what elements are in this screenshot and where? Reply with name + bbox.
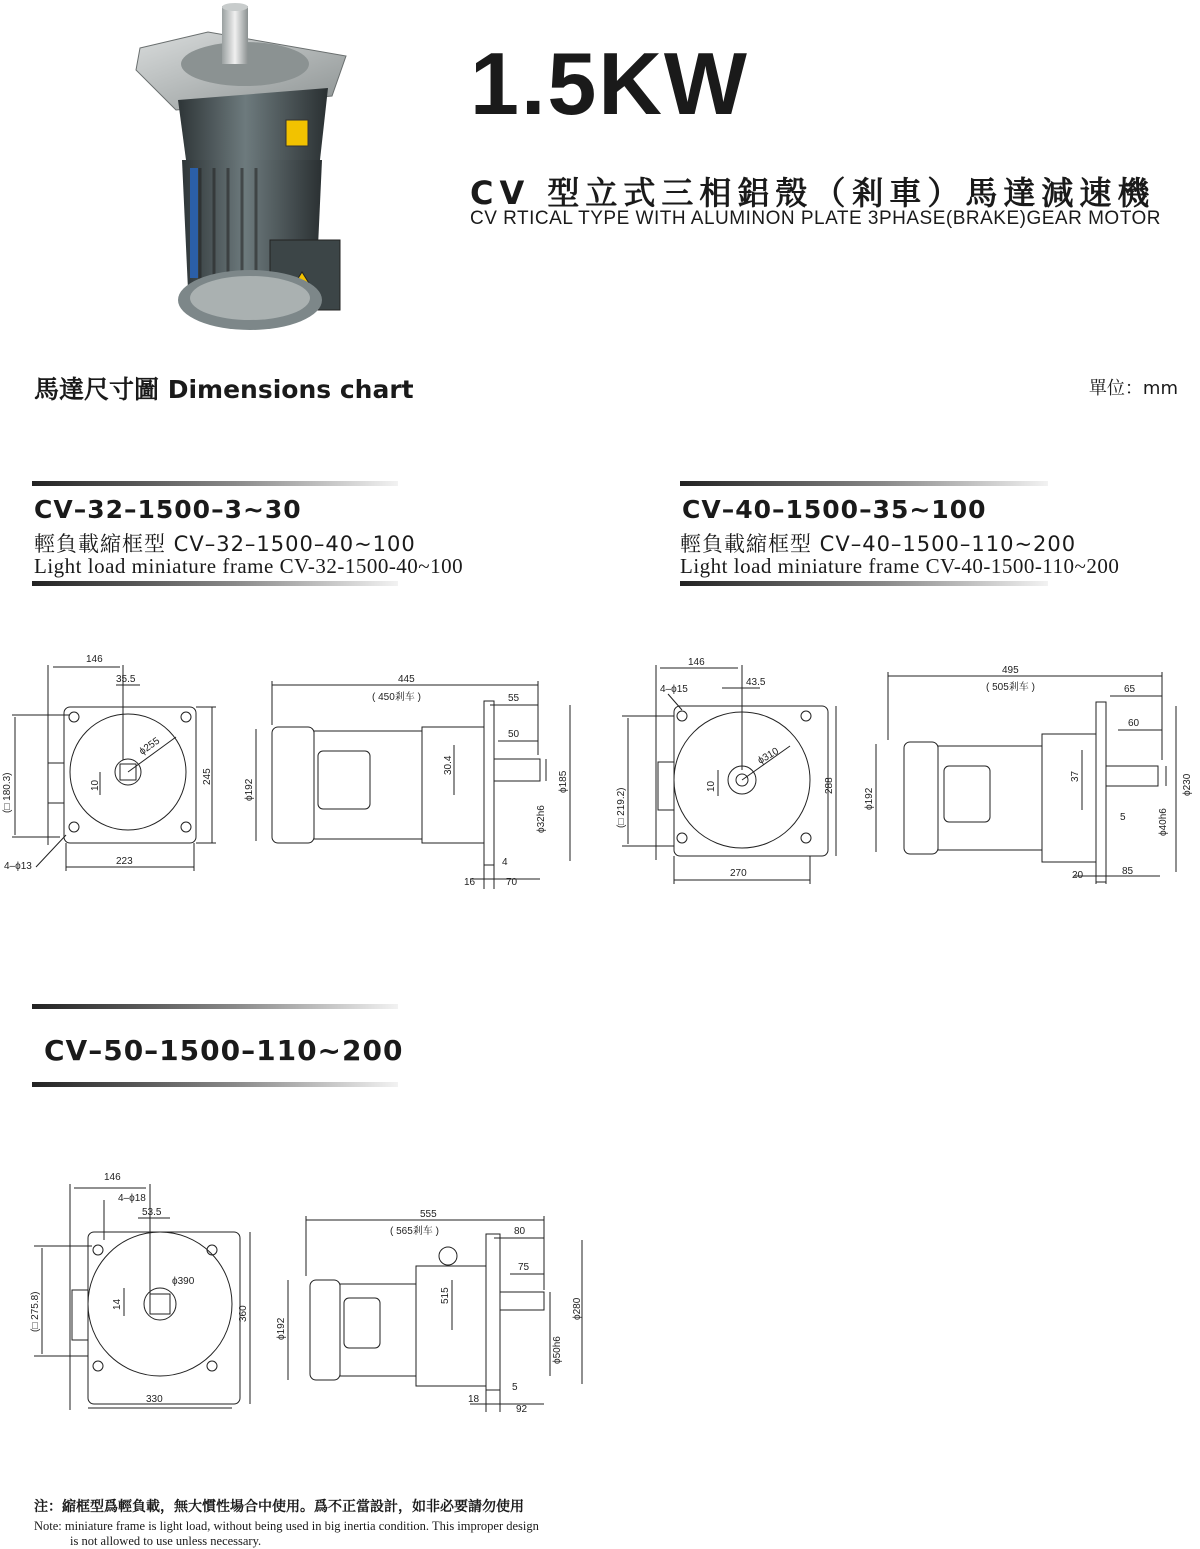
dim-label: ϕ255 <box>137 735 162 758</box>
side-view-drawing <box>270 1200 610 1420</box>
dim-label: 555 <box>420 1209 437 1220</box>
dim-label: (□ 275.8) <box>30 1291 41 1332</box>
dim-label: 18 <box>468 1394 480 1405</box>
dim-label: 60 <box>1128 718 1140 729</box>
heading-rule <box>680 581 1048 586</box>
dim-label: ϕ310 <box>756 745 781 767</box>
dim-label: ϕ280 <box>572 1297 583 1320</box>
dim-label: 65 <box>1124 684 1136 695</box>
dim-label: 223 <box>116 856 133 867</box>
dim-label: 16 <box>464 877 476 888</box>
heading-rule <box>32 1004 398 1009</box>
dim-label: 55 <box>508 693 520 704</box>
note-zh: 注：縮框型爲輕負載，無大慣性場合中使用。爲不正當設計，如非必要請勿使用 <box>34 1499 524 1515</box>
dim-label: 495 <box>1002 665 1019 676</box>
dim-label: ϕ192 <box>244 778 255 801</box>
dim-label: ϕ50h6 <box>552 1336 563 1364</box>
brake-length-label: ( 565剎车 ) <box>390 1226 439 1237</box>
heading-rule <box>32 481 398 486</box>
dim-label: 245 <box>202 768 213 785</box>
dim-label: 10 <box>90 779 101 791</box>
side-view-drawing <box>860 660 1200 890</box>
model-variant-en: Light load miniature frame CV-32-1500-40~100 <box>34 554 464 578</box>
heading-rule <box>680 481 1048 486</box>
front-view-drawing <box>0 645 240 885</box>
hole-label: 4–ϕ13 <box>4 861 32 872</box>
hole-label: 4–ϕ15 <box>660 684 688 695</box>
gear-motor-image <box>110 0 360 350</box>
dim-label: 515 <box>440 1287 451 1304</box>
dim-label: 20 <box>1072 870 1084 881</box>
dim-label: 70 <box>506 877 518 888</box>
unit-label: 單位：mm <box>1088 378 1178 399</box>
model-code: CV–32–1500–3~30 <box>34 495 302 524</box>
side-view-drawing <box>240 665 590 900</box>
dim-label: ϕ230 <box>1182 773 1193 796</box>
model-code: CV–40–1500–35~100 <box>682 495 987 524</box>
dim-label: (□ 180.3) <box>2 772 13 813</box>
dim-label: ϕ40h6 <box>1158 808 1169 836</box>
front-view-drawing <box>0 1160 270 1420</box>
brake-length-label: ( 450剎车 ) <box>372 692 421 703</box>
dim-label: (□ 219.2) <box>616 787 627 828</box>
dim-label: 30.4 <box>443 755 454 775</box>
model-variant-zh: 輕負載縮框型 CV–40–1500–110~200 <box>680 532 1077 556</box>
dim-label: 146 <box>86 654 103 665</box>
front-view-drawing <box>610 650 850 890</box>
dim-label: 85 <box>1122 866 1134 877</box>
note-en <box>34 1519 674 1549</box>
dim-label: 37 <box>1070 770 1081 782</box>
product-title-en: CV RTICAL TYPE WITH ALUMINON PLATE 3PHASE(BRAKE)GEAR MOTOR <box>470 208 1161 229</box>
dim-label: 330 <box>146 1394 163 1405</box>
dim-label: 75 <box>518 1262 530 1273</box>
dim-label: 14 <box>112 1298 123 1310</box>
dim-label: 445 <box>398 674 415 685</box>
product-title-zh: CV 型立式三相鋁殼（剎車）馬達減速機 <box>470 174 1156 212</box>
dim-label: 270 <box>730 868 747 879</box>
dim-label: ϕ390 <box>172 1276 195 1287</box>
dim-label: 5 <box>1120 812 1126 823</box>
dim-label: 5 <box>512 1382 518 1393</box>
dim-label: 146 <box>104 1172 121 1183</box>
dim-label: 92 <box>516 1404 528 1415</box>
dim-label: ϕ185 <box>558 770 569 793</box>
dim-label: 146 <box>688 657 705 668</box>
dim-label: 43.5 <box>746 677 766 688</box>
dim-label: 288 <box>824 777 835 794</box>
dim-label: ϕ32h6 <box>536 805 547 833</box>
note-en-line2: is not allowed to use unless necessary. <box>70 1534 262 1548</box>
dim-label: 35.5 <box>116 674 136 685</box>
dim-label: ϕ192 <box>864 787 875 810</box>
dim-label: ϕ192 <box>276 1317 287 1340</box>
heading-rule <box>32 581 398 586</box>
model-variant-en: Light load miniature frame CV-40-1500-110~200 <box>680 554 1120 578</box>
dim-label: 80 <box>514 1226 526 1237</box>
brake-length-label: ( 505剎车 ) <box>986 682 1035 693</box>
model-code: CV–50–1500–110~200 <box>44 1034 404 1067</box>
hole-label: 4–ϕ18 <box>118 1193 146 1204</box>
dim-label: 50 <box>508 729 520 740</box>
heading-rule <box>32 1082 398 1087</box>
model-variant-zh: 輕負載縮框型 CV–32–1500–40~100 <box>34 532 416 556</box>
power-rating: 1.5KW <box>470 34 749 133</box>
dim-label: 53.5 <box>142 1207 162 1218</box>
dim-label: 10 <box>706 780 717 792</box>
section-title: 馬達尺寸圖 Dimensions chart <box>34 375 414 404</box>
dim-label: 4 <box>502 857 508 868</box>
dim-label: 360 <box>238 1305 249 1322</box>
note-en-line1: Note: miniature frame is light load, without being used in big inertia condition. This improper design <box>34 1519 539 1533</box>
